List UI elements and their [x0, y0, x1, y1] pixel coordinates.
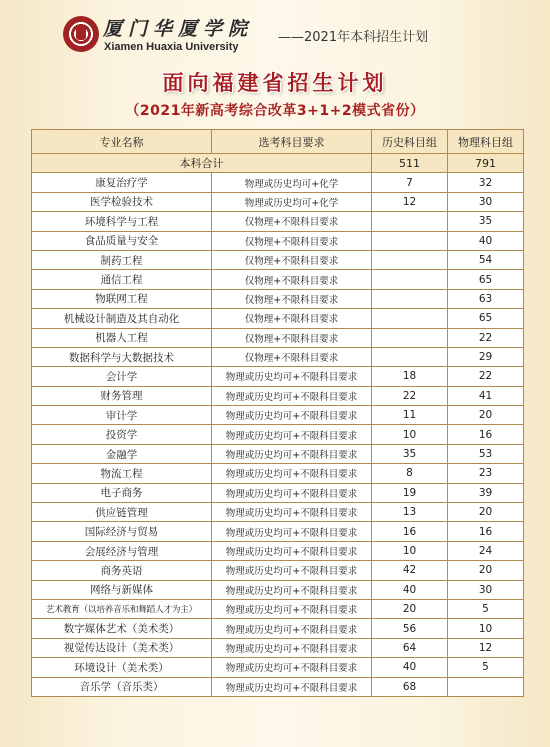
major-cell: 数字媒体艺术（美术类）: [32, 619, 212, 638]
history-count-cell: 22: [372, 386, 448, 405]
physics-count-cell: 20: [448, 406, 524, 425]
history-count-cell: 8: [372, 464, 448, 483]
table-row: [32, 619, 524, 638]
major-cell: 会计学: [32, 367, 212, 386]
major-cell: 财务管理: [32, 386, 212, 405]
page-subtitle: （2021年新高考综合改革3+1+2模式省份）: [125, 103, 425, 119]
major-cell: 网络与新媒体: [32, 580, 212, 599]
total-row: [32, 154, 524, 173]
table-row: [32, 522, 524, 541]
physics-count-cell: 5: [448, 658, 524, 677]
history-count-cell: [372, 231, 448, 250]
requirement-cell: 物理或历史均可+不限科目要求: [212, 406, 372, 425]
requirement-cell: 物理或历史均可+不限科目要求: [212, 464, 372, 483]
physics-count-cell: 35: [448, 212, 524, 231]
requirement-cell: 物理或历史均可+不限科目要求: [212, 580, 372, 599]
col-header-major: 专业名称: [32, 130, 212, 154]
requirement-cell: 物理或历史均可+不限科目要求: [212, 677, 372, 696]
page-title-text: 面向福建省招生计划: [162, 71, 388, 95]
requirement-cell: 物理或历史均可+化学: [212, 173, 372, 192]
table-row: [32, 444, 524, 463]
physics-count-cell: 32: [448, 173, 524, 192]
requirement-cell: 仅物理+不限科目要求: [212, 347, 372, 366]
requirement-cell: 物理或历史均可+不限科目要求: [212, 619, 372, 638]
requirement-cell: 仅物理+不限科目要求: [212, 250, 372, 269]
history-count-cell: [372, 250, 448, 269]
requirement-cell: 仅物理+不限科目要求: [212, 289, 372, 308]
table-row: [32, 425, 524, 444]
major-cell: 音乐学（音乐类）: [32, 677, 212, 696]
major-cell: 供应链管理: [32, 503, 212, 522]
history-count-cell: 35: [372, 444, 448, 463]
physics-count-cell: 23: [448, 464, 524, 483]
table-row: [32, 599, 524, 618]
requirement-cell: 仅物理+不限科目要求: [212, 309, 372, 328]
history-count-cell: 7: [372, 173, 448, 192]
physics-count-cell: 22: [448, 328, 524, 347]
history-count-cell: [372, 212, 448, 231]
history-count-cell: 68: [372, 677, 448, 696]
major-cell: 物流工程: [32, 464, 212, 483]
university-logo-seal-icon: [63, 16, 99, 52]
history-count-cell: [372, 289, 448, 308]
school-name-en: Xiamen Huaxia University: [104, 41, 239, 53]
plan-subtitle: ——2021年本科招生计划: [278, 30, 429, 45]
table-row: [32, 289, 524, 308]
requirement-cell: 仅物理+不限科目要求: [212, 328, 372, 347]
major-cell: 物联网工程: [32, 289, 212, 308]
physics-count-cell: 41: [448, 386, 524, 405]
major-cell: 制药工程: [32, 250, 212, 269]
physics-count-cell: 29: [448, 347, 524, 366]
physics-count-cell: 30: [448, 580, 524, 599]
total-label: 本科合计: [32, 154, 372, 173]
table-row: [32, 212, 524, 231]
table-row: [32, 561, 524, 580]
table-row: [32, 406, 524, 425]
physics-count-cell: 63: [448, 289, 524, 308]
major-cell: 机械设计制造及其自动化: [32, 309, 212, 328]
history-count-cell: 40: [372, 580, 448, 599]
requirement-cell: 物理或历史均可+不限科目要求: [212, 503, 372, 522]
requirement-cell: 物理或历史均可+不限科目要求: [212, 444, 372, 463]
table-row: [32, 464, 524, 483]
requirement-cell: 物理或历史均可+不限科目要求: [212, 425, 372, 444]
physics-count-cell: 54: [448, 250, 524, 269]
history-count-cell: 18: [372, 367, 448, 386]
table-row: [32, 541, 524, 560]
major-cell: 艺术教育（以培养音乐和舞蹈人才为主）: [32, 599, 212, 618]
history-count-cell: 20: [372, 599, 448, 618]
physics-count-cell: 24: [448, 541, 524, 560]
table-row: [32, 483, 524, 502]
table-row: [32, 367, 524, 386]
physics-count-cell: 12: [448, 638, 524, 657]
major-cell: 环境科学与工程: [32, 212, 212, 231]
table-row: [32, 386, 524, 405]
table-row: [32, 173, 524, 192]
physics-count-cell: 30: [448, 192, 524, 211]
total-history: 511: [372, 154, 448, 173]
requirement-cell: 物理或历史均可+不限科目要求: [212, 367, 372, 386]
physics-count-cell: 65: [448, 270, 524, 289]
history-count-cell: 40: [372, 658, 448, 677]
history-count-cell: 11: [372, 406, 448, 425]
history-count-cell: 19: [372, 483, 448, 502]
requirement-cell: 物理或历史均可+不限科目要求: [212, 561, 372, 580]
table-row: [32, 638, 524, 657]
header: [0, 0, 550, 70]
physics-count-cell: 20: [448, 561, 524, 580]
requirement-cell: 仅物理+不限科目要求: [212, 212, 372, 231]
history-count-cell: 10: [372, 425, 448, 444]
table-row: [32, 250, 524, 269]
major-cell: 通信工程: [32, 270, 212, 289]
physics-count-cell: 20: [448, 503, 524, 522]
history-count-cell: 42: [372, 561, 448, 580]
major-cell: 医学检验技术: [32, 192, 212, 211]
major-cell: 国际经济与贸易: [32, 522, 212, 541]
major-cell: 商务英语: [32, 561, 212, 580]
physics-count-cell: 5: [448, 599, 524, 618]
physics-count-cell: 53: [448, 444, 524, 463]
physics-count-cell: 65: [448, 309, 524, 328]
col-header-physics: 物理科目组: [448, 130, 524, 154]
major-cell: 机器人工程: [32, 328, 212, 347]
major-cell: 环境设计（美术类）: [32, 658, 212, 677]
history-count-cell: [372, 309, 448, 328]
requirement-cell: 物理或历史均可+不限科目要求: [212, 638, 372, 657]
major-cell: 视觉传达设计（美术类）: [32, 638, 212, 657]
major-cell: 食品质量与安全: [32, 231, 212, 250]
physics-count-cell: 16: [448, 522, 524, 541]
requirement-cell: 物理或历史均可+不限科目要求: [212, 386, 372, 405]
requirement-cell: 物理或历史均可+不限科目要求: [212, 541, 372, 560]
requirement-cell: 仅物理+不限科目要求: [212, 231, 372, 250]
physics-count-cell: 10: [448, 619, 524, 638]
major-cell: 审计学: [32, 406, 212, 425]
major-cell: 康复治疗学: [32, 173, 212, 192]
history-count-cell: 56: [372, 619, 448, 638]
requirement-cell: 物理或历史均可+不限科目要求: [212, 483, 372, 502]
table-row: [32, 347, 524, 366]
page-title: [155, 68, 395, 96]
col-header-history: 历史科目组: [372, 130, 448, 154]
physics-count-cell: 39: [448, 483, 524, 502]
table-row: [32, 503, 524, 522]
requirement-cell: 物理或历史均可+不限科目要求: [212, 522, 372, 541]
table-row: [32, 270, 524, 289]
history-count-cell: 64: [372, 638, 448, 657]
table-row: [32, 192, 524, 211]
history-count-cell: 12: [372, 192, 448, 211]
history-count-cell: [372, 347, 448, 366]
history-count-cell: [372, 270, 448, 289]
major-cell: 投资学: [32, 425, 212, 444]
history-count-cell: 10: [372, 541, 448, 560]
col-header-requirement: 选考科目要求: [212, 130, 372, 154]
major-cell: 电子商务: [32, 483, 212, 502]
major-cell: 会展经济与管理: [32, 541, 212, 560]
table-header-row: [32, 130, 524, 154]
history-count-cell: 16: [372, 522, 448, 541]
major-cell: 金融学: [32, 444, 212, 463]
physics-count-cell: 40: [448, 231, 524, 250]
enrollment-plan-table: [31, 129, 524, 697]
major-cell: 数据科学与大数据技术: [32, 347, 212, 366]
table-row: [32, 677, 524, 696]
table-row: [32, 328, 524, 347]
table-row: [32, 658, 524, 677]
table-row: [32, 231, 524, 250]
requirement-cell: 物理或历史均可+不限科目要求: [212, 599, 372, 618]
requirement-cell: 物理或历史均可+不限科目要求: [212, 658, 372, 677]
requirement-cell: 物理或历史均可+化学: [212, 192, 372, 211]
requirement-cell: 仅物理+不限科目要求: [212, 270, 372, 289]
physics-count-cell: [448, 677, 524, 696]
history-count-cell: 13: [372, 503, 448, 522]
school-name-cn: 厦门华厦学院: [103, 18, 254, 40]
total-physics: 791: [448, 154, 524, 173]
history-count-cell: [372, 328, 448, 347]
physics-count-cell: 22: [448, 367, 524, 386]
physics-count-cell: 16: [448, 425, 524, 444]
table-row: [32, 580, 524, 599]
table-row: [32, 309, 524, 328]
